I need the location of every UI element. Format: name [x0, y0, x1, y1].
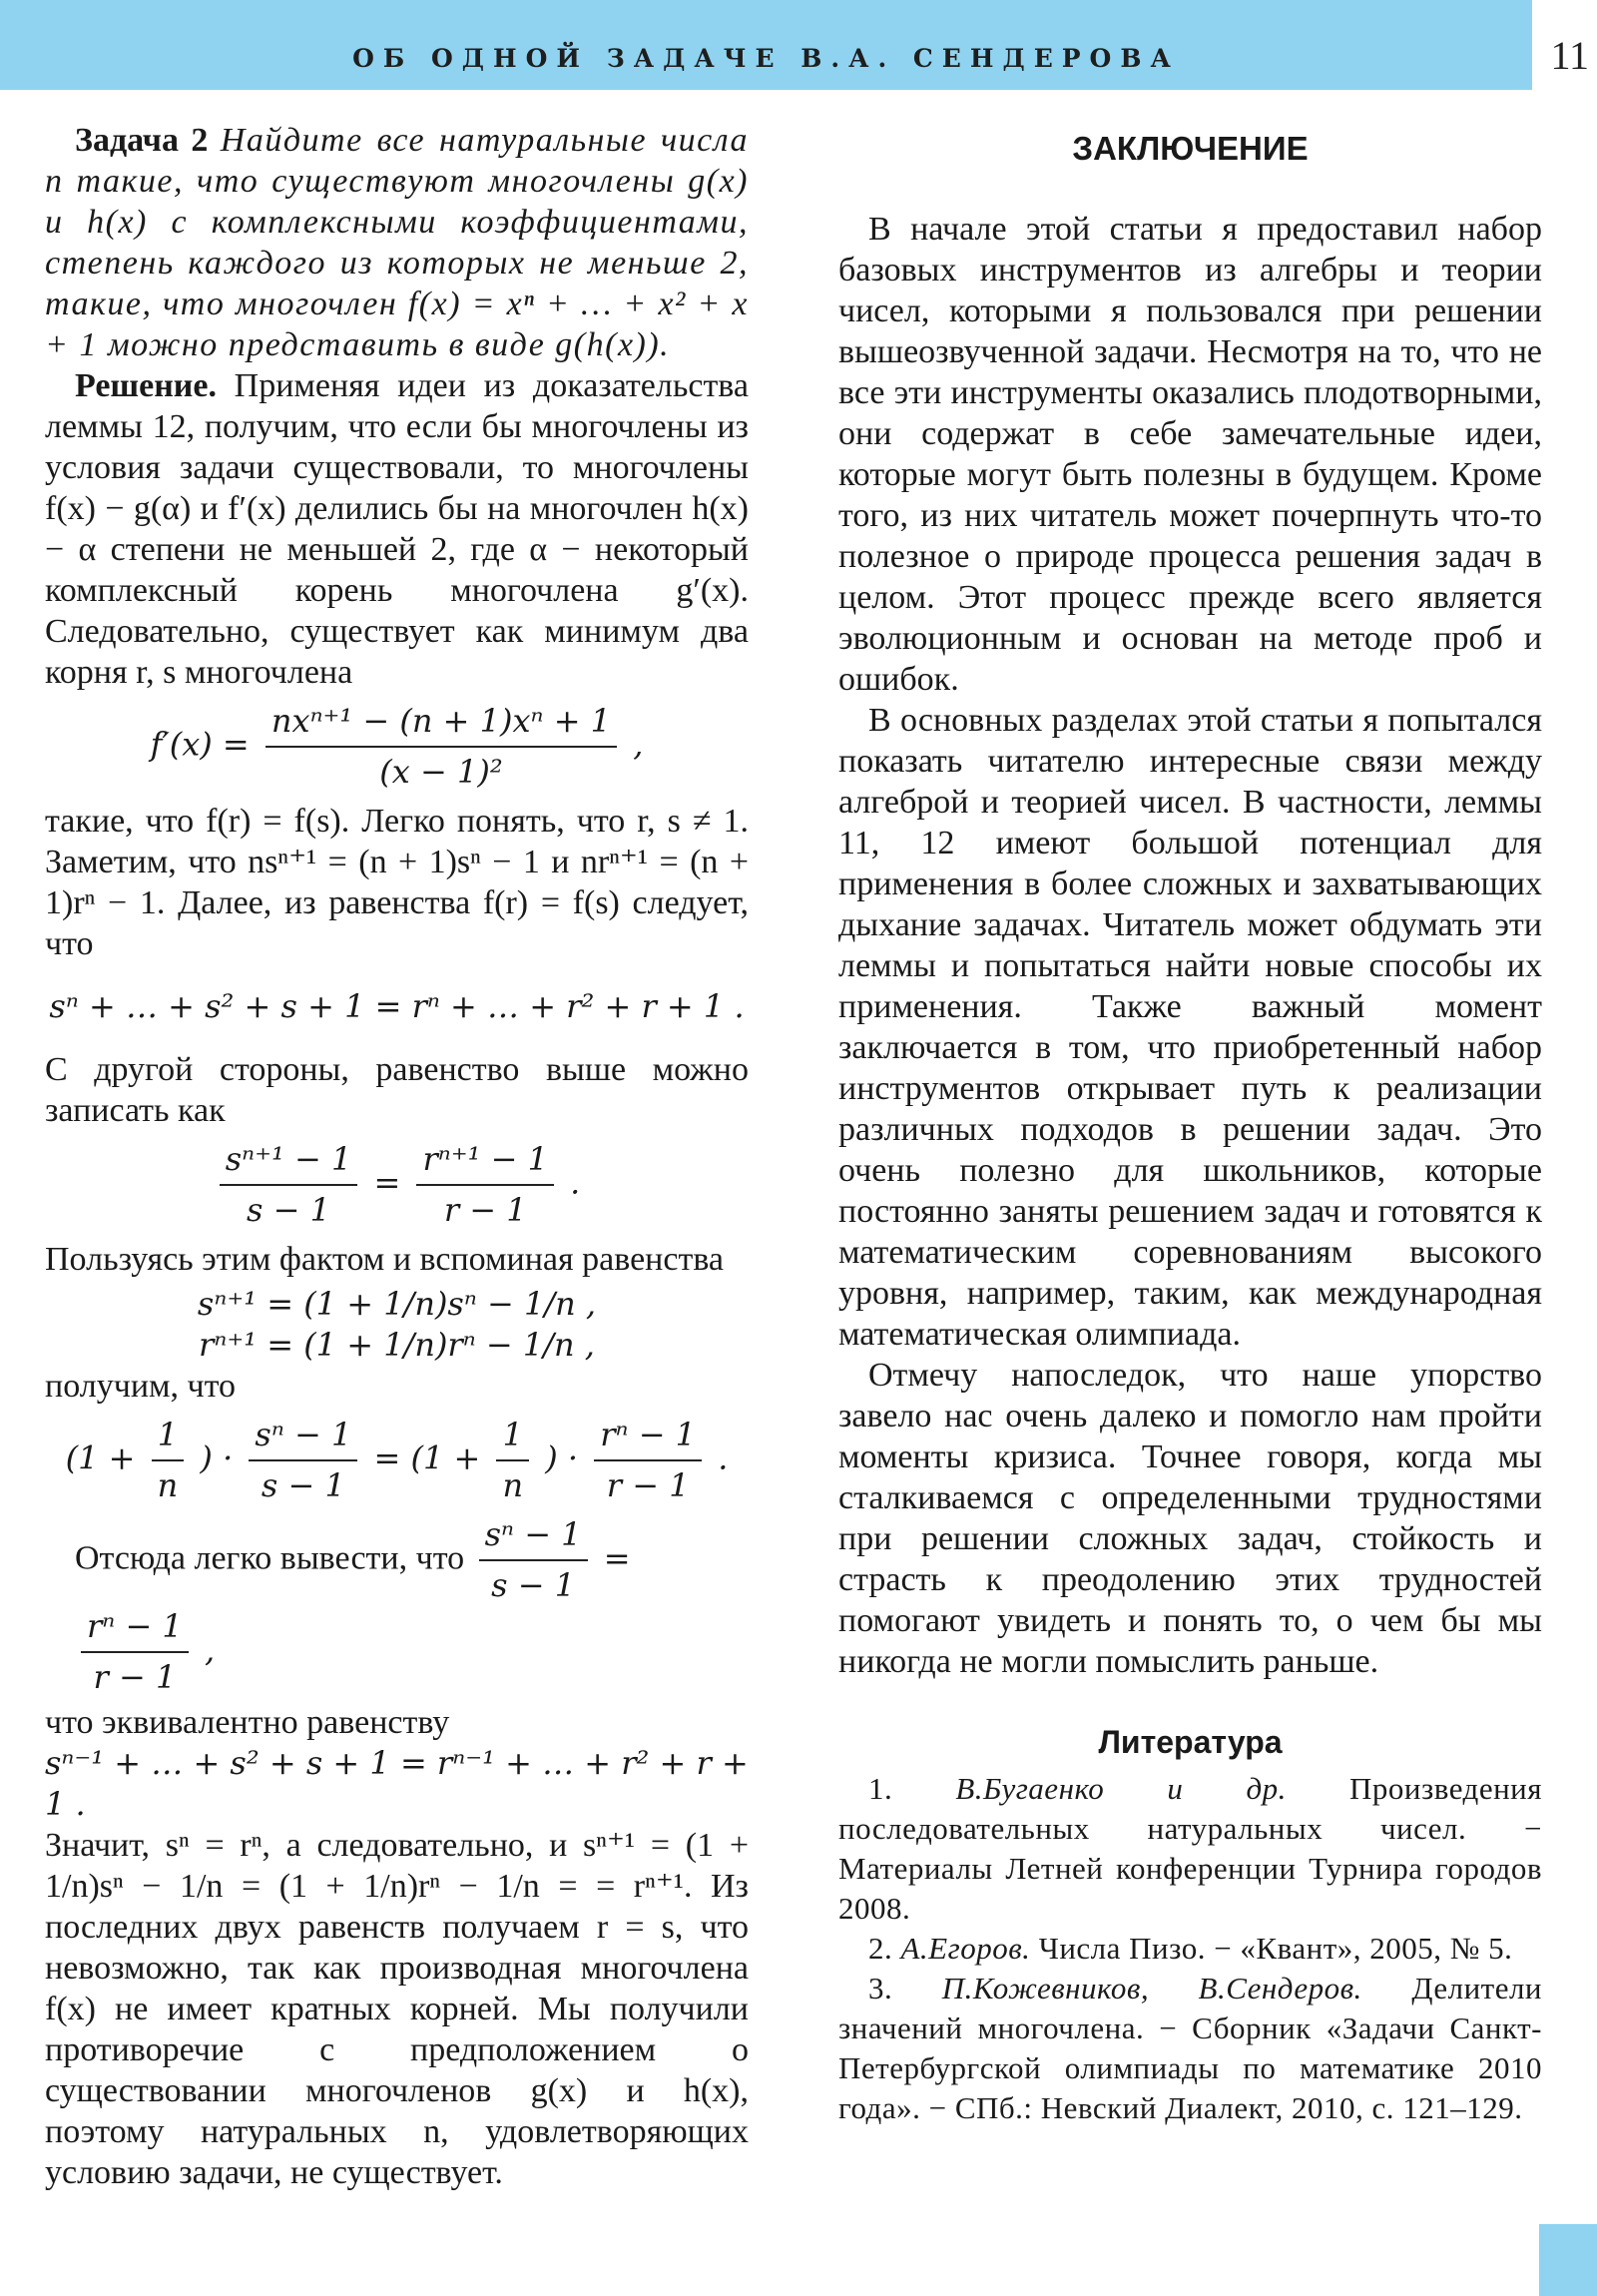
reference-text: Делители значений многочлена. − Сборник «Задачи Санкт-Петербургской олимпиады по математике 2010 года». − СПб.: Невский Диалект, 2010, с. 121–129.	[838, 1971, 1543, 2125]
formula-product-left	[249, 1415, 357, 1506]
formula-ratio-tail: .	[570, 1163, 581, 1202]
paragraph-equivalent: что эквивалентно равенству	[45, 1704, 450, 1741]
reference-number: 1.	[868, 1771, 893, 1806]
formula-product-inv-n	[152, 1415, 185, 1506]
paragraph-final: Значит, sⁿ = rⁿ, а следовательно, и sⁿ⁺¹ = (1 + 1/n)sⁿ − 1/n = (1 + 1/n)rⁿ − 1/n = = rⁿ⁺¹. Из последних двух равенств получаем r = s, что невозможно, так как производная многочлена f(x) не имеет кратных корней. Мы получили противоречие с предположением о существовании многочленов g(x) и h(x), поэтому натуральных n, удовлетворяющих условию задачи, не существует.	[45, 1827, 749, 2191]
formula-product-right	[594, 1415, 702, 1506]
formula-product-left-num: sⁿ − 1	[249, 1415, 357, 1461]
solution-label: Решение.	[75, 367, 217, 404]
formula-product-inv-n-2	[496, 1415, 529, 1506]
conclusion-heading: ЗАКЛЮЧЕНИЕ	[1072, 130, 1309, 167]
conclusion-paragraph-1: В начале этой статьи я предоставил набор базовых инструментов из алгебры и теории чисел, которыми я пользовался при решении вышеозвученной задачи. Несмотря на то, что не все эти инструменты оказались плодотворными, они содержат в себе замечательные идеи, которые могут быть полезны в будущем. Кроме того, из них читатель может почерпнуть что-то полезное о природе процесса решения задач в целом. Этот процесс прежде всего является эволюционным и основан на методе проб и ошибок.	[838, 211, 1542, 698]
formula-product-inv-n-2-den: n	[502, 1466, 524, 1504]
formula-derivative	[45, 701, 749, 793]
formula-product-inv-n-num: 1	[152, 1415, 185, 1461]
formula-product-left-den: s − 1	[261, 1466, 345, 1504]
solution-paragraph	[45, 365, 749, 693]
formula-product-mid-2: ) ·	[545, 1438, 579, 1477]
formula-product-inv-n-2-num: 1	[496, 1415, 529, 1461]
formula-derivative-denominator: (x − 1)²	[379, 753, 503, 791]
reference-author: В.Бугаенко и др.	[955, 1771, 1287, 1806]
formula-ratio-left-num: sⁿ⁺¹ − 1	[220, 1139, 358, 1186]
formula-conclusion-right-den: r − 1	[93, 1658, 177, 1696]
left-column	[45, 120, 749, 2193]
formula-product-eq: = (1 +	[373, 1438, 481, 1477]
corner-accent-block	[1539, 2224, 1597, 2296]
formula-conclusion-left-num: sⁿ − 1	[479, 1514, 588, 1561]
paragraph-derive: Отсюда легко вывести, что	[75, 1539, 465, 1577]
reference-item	[838, 1929, 1542, 1969]
references-heading: Литература	[1098, 1724, 1283, 1760]
formula-product-tail: .	[718, 1438, 729, 1477]
formula-product-inv-n-den: n	[157, 1466, 179, 1504]
reference-author: П.Кожевников, В.Сендеров.	[941, 1971, 1362, 2006]
paragraph-recall: Пользуясь этим фактом и вспоминая равенства	[45, 1241, 725, 1278]
formula-ratio-left-den: s − 1	[247, 1191, 330, 1229]
paragraph-other-side: С другой стороны, равенство выше можно записать как	[45, 1051, 749, 1129]
reference-item	[838, 1969, 1542, 2128]
reference-number: 3.	[868, 1971, 893, 2006]
task-label: Задача 2	[75, 122, 209, 159]
formula-derivative-lhs: f′(x) =	[150, 725, 250, 764]
formula-product	[45, 1415, 749, 1506]
formula-ratio-eq: =	[373, 1163, 401, 1202]
formula-product-right-num: rⁿ − 1	[594, 1415, 702, 1461]
formula-conclusion-left-den: s − 1	[491, 1566, 576, 1604]
conclusion-paragraph-2: В основных разделах этой статьи я попытался показать читателю интересные связи между алгеброй и теорией чисел. В частности, леммы 11, 12 имеют большой потенциал для применения в более сложных и захватывающих дыхание задачах. Читатель может обдумать эти леммы и попытаться найти новые способы их применения. Также важный момент заключается в том, что приобретенный набор инструментов открывает путь к реализации различных подходов в решении задач. Это очень полезно для школьников, которые постоянно заняты решением задач и готовятся к математическим соревнованиям высокого уровня, например, таким, как международная математическая олимпиада.	[838, 702, 1542, 1353]
formula-ratio-right	[416, 1139, 554, 1231]
reference-text: Произведения последовательных натуральных чисел. − Материалы Летней конференции Турнира городов 2008.	[838, 1771, 1543, 1926]
formula-ratio-right-num: rⁿ⁺¹ − 1	[416, 1139, 554, 1186]
formula-conclusion-right	[81, 1606, 189, 1698]
formula-product-mid: ) ·	[200, 1438, 234, 1477]
formula-conclusion-right-num: rⁿ − 1	[81, 1606, 189, 1653]
formula-derivative-tail: ,	[633, 725, 644, 764]
formula-conclusion-line	[75, 1514, 749, 1698]
formula-product-right-den: r − 1	[606, 1466, 690, 1504]
reference-number: 2.	[868, 1931, 893, 1966]
formula-reduced-sum: sⁿ⁻¹ + … + s² + s + 1 = rⁿ⁻¹ + … + r² + r + 1 .	[45, 1744, 749, 1823]
reference-text: Числа Пизо. − «Квант», 2005, № 5.	[1038, 1931, 1513, 1966]
reference-author: А.Егоров.	[900, 1931, 1031, 1966]
formula-product-open: (1 +	[65, 1438, 136, 1477]
formula-r-recurrence: rⁿ⁺¹ = (1 + 1/n)rⁿ − 1/n ,	[199, 1326, 595, 1364]
task-statement	[45, 120, 749, 365]
paragraph-obtain: получим, что	[45, 1368, 237, 1405]
reference-item	[838, 1769, 1542, 1929]
formula-ratio	[45, 1139, 749, 1231]
paragraph-roots: такие, что f(r) = f(s). Легко понять, что r, s ≠ 1. Заметим, что nsⁿ⁺¹ = (n + 1)sⁿ − 1 и nrⁿ⁺¹ = (n + 1)rⁿ − 1. Далее, из равенства f(r) = f(s) следует, что	[45, 803, 749, 962]
running-header-title: ОБ ОДНОЙ ЗАДАЧЕ В.А. СЕНДЕРОВА	[352, 44, 1180, 73]
conclusion-paragraph-3: Отмечу напоследок, что наше упорство завело нас очень далеко и помогло нам пройти моменты кризиса. Точнее говоря, когда мы сталкиваемся с определенными трудностями при решении сложных задач, стойкость и страсть к преодолению этих трудностей помогают увидеть и понять то, о чем бы мы никогда не могли помыслить раньше.	[838, 1357, 1542, 1680]
formula-ratio-left	[220, 1139, 358, 1231]
formula-conclusion-eq: =	[603, 1538, 631, 1577]
formula-s-recurrence: sⁿ⁺¹ = (1 + 1/n)sⁿ − 1/n ,	[197, 1285, 597, 1323]
formula-ratio-right-den: r − 1	[443, 1191, 527, 1229]
right-column	[838, 120, 1542, 2128]
formula-conclusion-tail: ,	[204, 1630, 216, 1669]
page-number: 11	[1550, 33, 1589, 78]
formula-sum-equality: sⁿ + … + s² + s + 1 = rⁿ + … + r² + r + 1 .	[49, 987, 745, 1025]
solution-text: Применяя идеи из доказательства леммы 12, получим, что если бы многочлены из условия задачи существовали, то многочлены f(x) − g(α) и f′(x) делились бы на многочлен h(x) − α степени не меньшей 2, где α − некоторый комплексный корень многочлена g′(x). Следовательно, существует как минимум два корня r, s многочлена	[45, 367, 749, 691]
formula-derivative-fraction	[266, 701, 617, 793]
task-text: Найдите все натуральные числа n такие, что существуют многочлены g(x) и h(x) с комплексными коэффициентами, степень каждого из которых не меньше 2, такие, что многочлен f(x) = xⁿ + … + x² + x + 1 можно представить в виде g(h(x)).	[45, 122, 749, 363]
formula-derivative-numerator: nxⁿ⁺¹ − (n + 1)xⁿ + 1	[266, 701, 617, 748]
formula-conclusion-left	[479, 1514, 588, 1606]
